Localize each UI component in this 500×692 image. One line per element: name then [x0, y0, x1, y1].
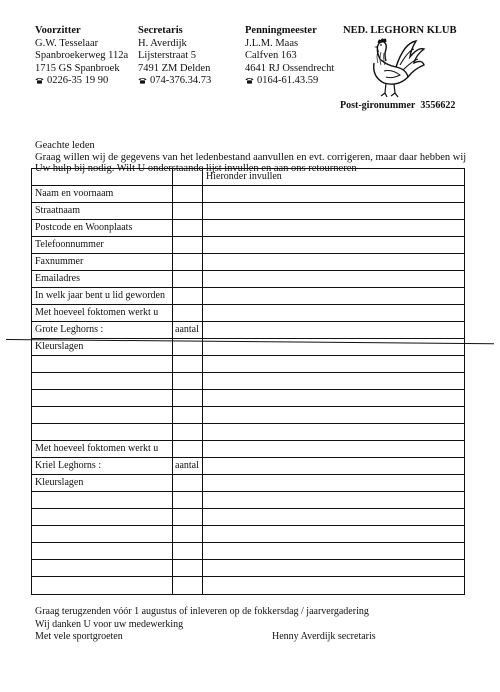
mid-cell[interactable] [173, 492, 203, 508]
contact-role: Voorzitter [35, 25, 81, 36]
mid-cell[interactable] [173, 577, 203, 594]
mid-cell[interactable] [173, 509, 203, 525]
mid-cell[interactable] [173, 373, 203, 389]
mid-cell[interactable] [173, 390, 203, 406]
form-row-postcode [32, 220, 464, 237]
contact-role: Secretaris [138, 25, 183, 36]
kleurslag-input[interactable] [203, 526, 464, 542]
form-row-email [32, 271, 464, 288]
contact-phone-line [35, 75, 128, 88]
field-label: Met hoeveel foktomen werkt u [32, 441, 173, 457]
kleurslag-input[interactable] [203, 577, 464, 594]
form-row-blank [32, 390, 464, 407]
salutation: Geachte leden [35, 140, 95, 151]
fax-input[interactable] [203, 254, 464, 270]
contact-city: 1715 GS Spanbroek [35, 62, 120, 74]
field-label: Kleurslagen [32, 475, 173, 491]
naam-input[interactable] [203, 186, 464, 202]
contact-street: Spanbroekerweg 112a [35, 50, 129, 62]
kleurslag-input[interactable] [203, 407, 464, 423]
mid-cell[interactable] [173, 288, 203, 304]
mid-cell[interactable] [173, 220, 203, 236]
blank-cell[interactable] [32, 526, 173, 542]
form-row-blank [32, 560, 464, 577]
giro-number: 3556622 [420, 100, 456, 111]
mid-cell[interactable] [173, 237, 203, 253]
field-label: Naam en voornaam [32, 186, 173, 202]
field-label: Faxnummer [32, 254, 173, 270]
footer-line: Wij danken U voor uw medewerking [35, 618, 184, 630]
blank-cell[interactable] [32, 509, 173, 525]
aantal-label: aantal [173, 322, 203, 338]
contact-phone: 074-376.34.73 [150, 75, 212, 87]
footer-line: Met vele sportgroeten [35, 631, 123, 642]
blank-cell[interactable] [32, 492, 173, 508]
form-row-blank [32, 373, 464, 390]
fokstam-kriel-input[interactable] [203, 441, 464, 457]
kleurslag-input[interactable] [203, 543, 464, 559]
club-name: NED. LEGHORN KLUB [343, 25, 457, 36]
mid-cell[interactable] [173, 305, 203, 321]
mid-cell[interactable] [173, 560, 203, 576]
kleurslag-input[interactable] [203, 492, 464, 508]
telephone-icon [35, 77, 44, 84]
telefoon-input[interactable] [203, 237, 464, 253]
member-data-form [31, 168, 465, 595]
form-row-grote-leghorns [32, 322, 464, 339]
contact-city: 4641 RJ Ossendrecht [245, 62, 335, 74]
mid-cell [173, 169, 203, 185]
mid-cell[interactable] [173, 475, 203, 491]
contact-penningmeester [245, 25, 334, 88]
mid-cell[interactable] [173, 526, 203, 542]
field-label: Kriel Leghorns : [32, 458, 173, 474]
contact-name: H. Averdijk [138, 37, 187, 49]
footer-line: Graag terugzenden vóór 1 augustus of inleveren op de fokkersdag / jaarvergadering [35, 606, 369, 617]
form-row-blank [32, 543, 464, 560]
form-row-fokstam-grote [32, 305, 464, 322]
kleurslag-input[interactable] [203, 390, 464, 406]
postcode-input[interactable] [203, 220, 464, 236]
form-header-row [32, 169, 464, 186]
form-row-telefoon [32, 237, 464, 254]
mid-cell[interactable] [173, 407, 203, 423]
form-row-blank [32, 509, 464, 526]
mid-cell[interactable] [173, 543, 203, 559]
blank-cell[interactable] [32, 577, 173, 594]
intro-line: Graag willen wij de gegevens van het ledenbestand aanvullen en evt. corrigeren, maar daar hebben wij [35, 151, 467, 163]
blank-cell[interactable] [32, 356, 173, 372]
contact-street: Lijsterstraat 5 [138, 50, 197, 62]
kleurslag-input[interactable] [203, 373, 464, 389]
intro-line: Uw hulp bij nodig. Wilt U onderstaande lijst invullen en aan ons retourneren [35, 163, 357, 175]
rooster-icon [356, 37, 426, 99]
mid-cell[interactable] [173, 254, 203, 270]
form-row-fokstam-kriel [32, 441, 464, 458]
contact-phone-line [245, 75, 334, 88]
fokstam-grote-input[interactable] [203, 305, 464, 321]
kleurslag-input[interactable] [203, 509, 464, 525]
field-label: Grote Leghorns : [32, 322, 173, 338]
mid-cell[interactable] [173, 356, 203, 372]
field-label: Telefoonnummer [32, 237, 173, 253]
form-row-blank [32, 424, 464, 441]
giro-line [340, 100, 455, 111]
mid-cell[interactable] [173, 424, 203, 440]
mid-cell[interactable] [173, 441, 203, 457]
contact-phone: 0226-35 19 90 [47, 75, 109, 87]
label-cell [32, 169, 173, 185]
kleurslag-input[interactable] [203, 424, 464, 440]
blank-cell[interactable] [32, 543, 173, 559]
kleurslag-input[interactable] [203, 475, 464, 491]
giro-label: Post-gironummer [340, 100, 416, 111]
form-row-straat [32, 203, 464, 220]
telephone-icon [245, 77, 254, 84]
field-label: Postcode en Woonplaats [32, 220, 173, 236]
form-row-blank [32, 356, 464, 373]
mid-cell[interactable] [173, 271, 203, 287]
contact-name: G.W. Tesselaar [35, 37, 99, 49]
mid-cell[interactable] [173, 186, 203, 202]
form-row-blank [32, 492, 464, 509]
form-row-fax [32, 254, 464, 271]
kriel-aantal-input[interactable] [203, 458, 464, 474]
blank-cell[interactable] [32, 560, 173, 576]
aantal-label: aantal [173, 458, 203, 474]
contact-voorzitter [35, 25, 128, 88]
telephone-icon [138, 77, 147, 84]
field-label: Emailadres [32, 271, 173, 287]
form-row-naam [32, 186, 464, 203]
kleurslag-input[interactable] [203, 356, 464, 372]
email-input[interactable] [203, 271, 464, 287]
lid-jaar-input[interactable] [203, 288, 464, 304]
blank-cell[interactable] [32, 373, 173, 389]
form-row-kriel-leghorns [32, 458, 464, 475]
contact-phone: 0164-61.43.59 [257, 75, 319, 87]
form-row-kleurslagen-kriel [32, 475, 464, 492]
form-header-fill: Hieronder invullen [206, 171, 282, 182]
mid-cell[interactable] [173, 203, 203, 219]
contact-street: Calfven 163 [245, 50, 297, 62]
form-row-lid-jaar [32, 288, 464, 305]
blank-cell[interactable] [32, 407, 173, 423]
blank-cell[interactable] [32, 390, 173, 406]
blank-cell[interactable] [32, 424, 173, 440]
contact-secretaris [138, 25, 211, 88]
field-label: Straatnaam [32, 203, 173, 219]
field-label: Met hoeveel foktomen werkt u [32, 305, 173, 321]
contact-phone-line [138, 75, 211, 88]
field-label: In welk jaar bent u lid geworden [32, 288, 173, 304]
kleurslag-input[interactable] [203, 560, 464, 576]
straat-input[interactable] [203, 203, 464, 219]
signature: Henny Averdijk secretaris [272, 631, 376, 642]
grote-aantal-input[interactable] [203, 322, 464, 338]
contact-name: J.L.M. Maas [245, 37, 299, 49]
contact-role: Penningmeester [245, 25, 317, 36]
form-row-blank [32, 407, 464, 424]
field-label: Kleurslagen [32, 339, 173, 355]
form-row-blank [32, 526, 464, 543]
contact-city: 7491 ZM Delden [138, 62, 211, 74]
form-row-blank [32, 577, 464, 594]
